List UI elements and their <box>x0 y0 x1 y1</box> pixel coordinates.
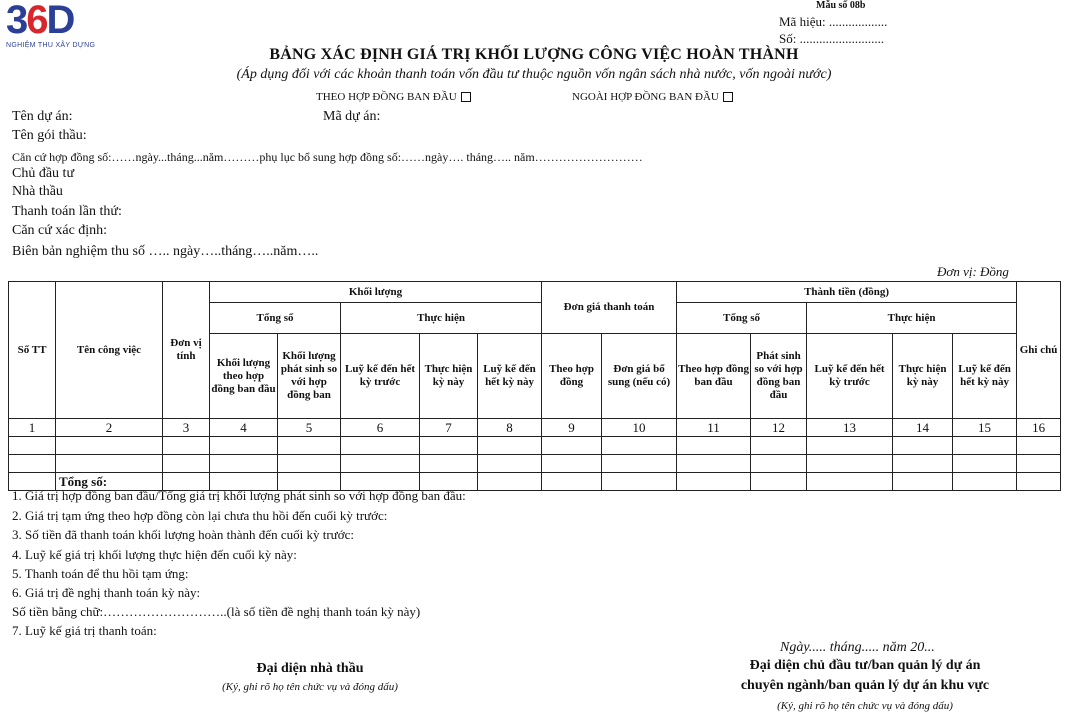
summary-item: 2. Giá trị tạm ứng theo hợp đồng còn lại chưa thu hồi đến cuối kỳ trước: <box>12 508 388 523</box>
logo-tagline: NGHIỆM THU XÂY DỰNG <box>6 42 96 49</box>
table-row <box>9 437 1061 455</box>
table-row <box>9 455 1061 473</box>
header-col-9: Theo hợp đồng <box>542 334 602 419</box>
summary-item: 5. Thanh toán để thu hồi tạm ứng: <box>12 566 189 581</box>
col-number: 4 <box>210 419 278 437</box>
work-value-table <box>8 281 1061 491</box>
col-number: 1 <box>9 419 56 437</box>
col-number: 7 <box>420 419 478 437</box>
header-kl-tong-so: Tổng số <box>210 303 341 334</box>
col-number: 10 <box>602 419 677 437</box>
header-don-vi-tinh: Đơn vị tính <box>163 282 210 419</box>
header-thanh-tien: Thành tiền (đồng) <box>677 282 1017 303</box>
header-tt-tong-so: Tổng số <box>677 303 807 334</box>
col-number: 9 <box>542 419 602 437</box>
signature-date: Ngày..... tháng..... năm 20... <box>780 640 935 655</box>
document-subtitle: (Áp dụng đối với các khoản thanh toán vốn đầu tư thuộc nguồn vốn ngân sách nhà nước, vốn ngoài nước) <box>236 67 832 82</box>
header-col-14: Thực hiện kỳ này <box>893 334 953 419</box>
header-col-13: Luỹ kế đến hết kỳ trước <box>807 334 893 419</box>
col-number: 2 <box>56 419 163 437</box>
checkbox-icon <box>461 92 471 102</box>
col-number: 13 <box>807 419 893 437</box>
document-title: BẢNG XÁC ĐỊNH GIÁ TRỊ KHỐI LƯỢNG CÔNG VIỆC HOÀN THÀNH <box>269 46 799 63</box>
header-kl-thuc-hien: Thực hiện <box>341 303 542 334</box>
col-number: 16 <box>1017 419 1061 437</box>
contractor-representative: Đại diện nhà thầu <box>256 661 364 676</box>
ma-hieu-field: Mã hiệu: .................. <box>779 14 888 29</box>
header-col-11: Theo hợp đồng ban đầu <box>677 334 751 419</box>
col-number: 12 <box>751 419 807 437</box>
investor-sign-note: (Ký, ghi rõ họ tên chức vụ và đóng dấu) <box>777 700 953 712</box>
col-number: 5 <box>278 419 341 437</box>
header-stt: Số TT <box>9 282 56 419</box>
investor-representative-line2: chuyên ngành/ban quản lý dự án khu vực <box>740 678 990 693</box>
header-col-7: Thực hiện kỳ này <box>420 334 478 419</box>
summary-amount-in-words: Số tiền bằng chữ:………………………..(là số tiền đề nghị thanh toán kỳ này) <box>12 604 421 619</box>
header-col-15: Luỹ kế đến hết kỳ này <box>953 334 1017 419</box>
header-col-6: Luỹ kế đến hết kỳ trước <box>341 334 420 419</box>
option-theo-hop-dong: THEO HỢP ĐỒNG BAN ĐẦU <box>316 91 471 103</box>
tong-so-label: Tổng số: <box>56 473 163 491</box>
can-cu-hop-dong: Căn cứ hợp đồng số:……ngày...tháng...năm………phụ lục bổ sung hợp đồng số:……ngày…. tháng….. năm……………………… <box>12 150 643 164</box>
summary-item: 7. Luỹ kế giá trị thanh toán: <box>12 623 157 638</box>
summary-item: 4. Luỹ kế giá trị khối lượng thực hiện đến cuối kỳ này: <box>12 547 297 562</box>
logo-mark: 36D <box>6 0 74 42</box>
header-ghi-chu: Ghi chú <box>1017 282 1061 419</box>
so-field: Số: .......................... <box>779 31 885 46</box>
header-tt-thuc-hien: Thực hiện <box>807 303 1017 334</box>
ten-du-an-label: Tên dự án: <box>12 109 73 124</box>
header-col-8: Luỹ kế đến hết kỳ này <box>478 334 542 419</box>
summary-item: 6. Giá trị đề nghị thanh toán kỳ này: <box>12 585 201 600</box>
contractor-sign-note: (Ký, ghi rõ họ tên chức vụ và đóng dấu) <box>222 681 398 693</box>
ten-goi-thau-label: Tên gói thầu: <box>12 128 87 143</box>
col-number: 11 <box>677 419 751 437</box>
summary-item: 1. Giá trị hợp đồng ban đầu/Tổng giá trị khối lượng phát sinh so với hợp đồng ban đầu: <box>12 488 466 503</box>
chu-dau-tu-label: Chủ đầu tư <box>12 166 75 181</box>
col-number: 15 <box>953 419 1017 437</box>
header-col-12: Phát sinh so với hợp đồng ban đầu <box>751 334 807 419</box>
investor-representative-line1: Đại diện chủ đầu tư/ban quản lý dự án <box>749 658 981 673</box>
thanh-toan-lan-thu-label: Thanh toán lần thứ: <box>12 204 122 219</box>
checkbox-icon <box>723 92 733 102</box>
can-cu-xac-dinh-label: Căn cứ xác định: <box>12 223 108 238</box>
col-number: 8 <box>478 419 542 437</box>
form-number: Mẫu số 08b <box>816 0 866 11</box>
header-don-gia: Đơn giá thanh toán <box>542 282 677 334</box>
option-ngoai-hop-dong: NGOÀI HỢP ĐỒNG BAN ĐẦU <box>572 91 733 103</box>
ma-du-an-label: Mã dự án: <box>323 109 381 124</box>
col-number: 6 <box>341 419 420 437</box>
summary-item: 3. Số tiền đã thanh toán khối lượng hoàn thành đến cuối kỳ trước: <box>12 527 354 542</box>
col-number: 3 <box>163 419 210 437</box>
header-col-5: Khối lượng phát sinh so với hợp đồng ban <box>278 334 341 419</box>
col-number: 14 <box>893 419 953 437</box>
header-ten-cong-viec: Tên công việc <box>56 282 163 419</box>
header-khoi-luong: Khối lượng <box>210 282 542 303</box>
unit-label: Đơn vị: Đồng <box>937 264 1009 279</box>
bien-ban-nghiem-thu: Biên bản nghiệm thu số ….. ngày…..tháng…..năm….. <box>12 244 319 259</box>
header-col-4: Khối lượng theo hợp đồng ban đầu <box>210 334 278 419</box>
nha-thau-label: Nhà thầu <box>12 184 63 199</box>
header-col-10: Đơn giá bổ sung (nếu có) <box>602 334 677 419</box>
